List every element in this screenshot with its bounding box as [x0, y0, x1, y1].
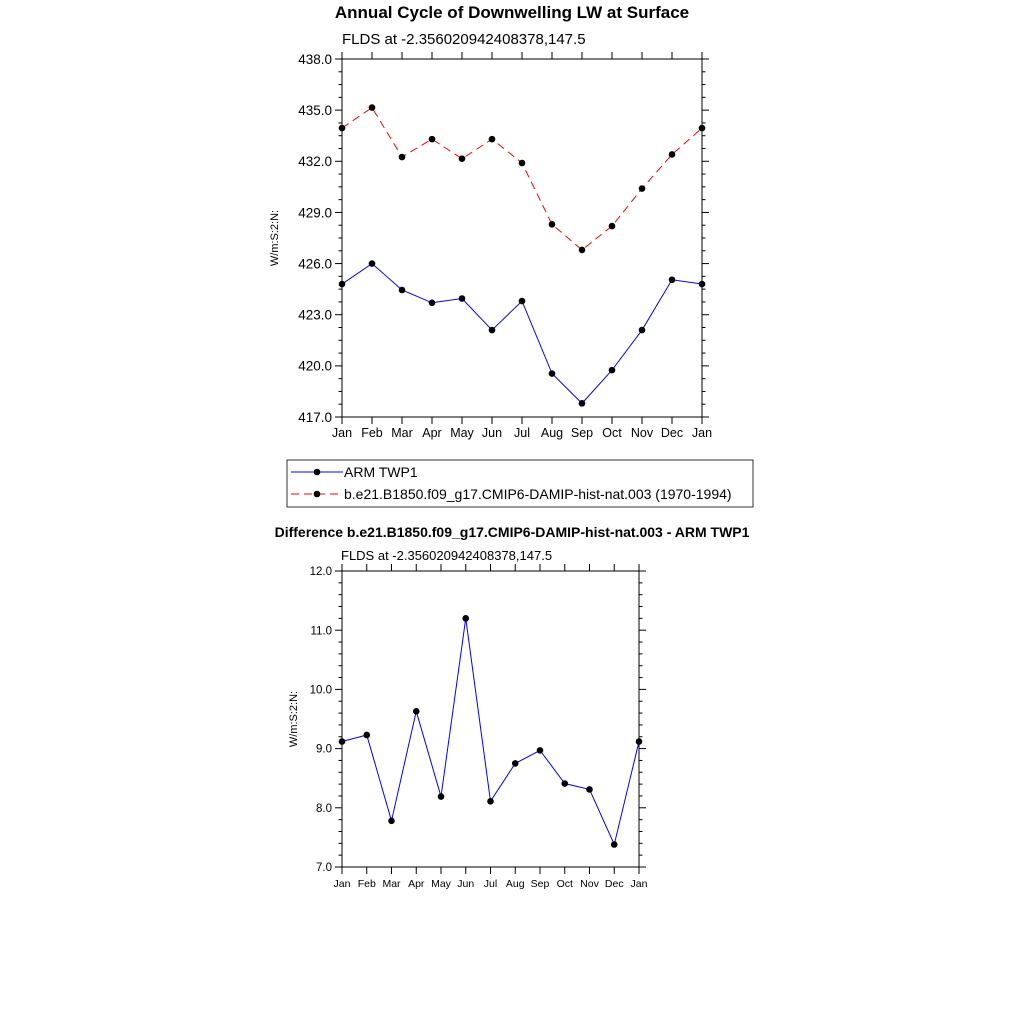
chart-1-ytick-label: 423.0	[298, 307, 332, 323]
chart-2-ytick-label: 11.0	[310, 625, 332, 638]
chart-2-ytick-label: 12.0	[309, 566, 332, 579]
chart-2-series-1-point	[462, 615, 469, 622]
chart-1-series-2-point	[429, 136, 436, 143]
chart-2-xtick-label: Dec	[604, 878, 624, 890]
chart-1-ytick-label: 438.0	[298, 51, 332, 67]
chart-2-series-1-point	[438, 793, 445, 800]
chart-1-series-2-point	[579, 247, 586, 254]
chart-1-series-1-point	[399, 287, 406, 294]
chart-2-series-1-point	[636, 738, 643, 745]
chart-2-xtick-label: Oct	[556, 878, 573, 890]
chart-1-subtitle: FLDS at -2.356020942408378,147.5	[342, 31, 586, 48]
chart-1-xtick-label: Jun	[481, 426, 503, 440]
chart-2-series-1-point	[537, 747, 544, 754]
chart-1-series-2-point	[519, 160, 526, 167]
chart-2-xtick-label: Nov	[580, 878, 599, 890]
chart-2-ytick-label: 7.0	[316, 862, 332, 875]
chart-2-ytick-label: 8.0	[316, 802, 332, 815]
chart-2-series-1-point	[388, 818, 395, 825]
chart-2-ytick-label: 10.0	[309, 684, 332, 697]
chart-2-series-1-point	[413, 708, 420, 715]
chart-1-series-2-point	[369, 104, 376, 111]
chart-2-series-1-point	[611, 841, 618, 848]
chart-1-series-2-point	[699, 125, 706, 132]
chart-1-series-1-line	[342, 264, 702, 404]
chart-2-series-1-point	[561, 780, 568, 787]
chart-1-ytick-label: 435.0	[298, 103, 332, 119]
chart-1-legend-label-1: ARM TWP1	[344, 464, 418, 480]
chart-2-series-1-point	[586, 786, 593, 793]
chart-1-series-1-point	[699, 281, 706, 288]
chart-1-series-2-point	[489, 136, 496, 143]
chart-1-series-2-line	[342, 108, 702, 250]
chart-2-subtitle: FLDS at -2.356020942408378,147.5	[341, 548, 553, 563]
chart-1-ytick-label: 432.0	[298, 154, 332, 170]
chart-1-series-1-point	[669, 276, 676, 283]
chart-2-series-1-point	[363, 732, 370, 739]
chart-1-legend-marker-1	[314, 469, 321, 476]
chart-2-ytick-label: 9.0	[316, 743, 332, 756]
chart-1-ylabel: W/m:S:2:N:	[269, 209, 281, 267]
chart-1-title: Annual Cycle of Downwelling LW at Surface	[334, 3, 690, 22]
chart-2-xtick-label: Jun	[457, 878, 475, 890]
chart-1-xtick-label: Jan	[691, 426, 713, 440]
chart-1-series-2-point	[399, 154, 406, 161]
chart-2-ylabel: W/m:S:2:N:	[288, 690, 300, 748]
chart-1-series-1-point	[429, 299, 436, 306]
chart-2-xtick-label: Mar	[382, 878, 401, 890]
chart-1-ytick-label: 417.0	[298, 409, 332, 425]
chart-2-xtick-label: Feb	[357, 878, 376, 890]
chart-1-xtick-label: Apr	[422, 426, 442, 440]
chart-1-ytick-label: 426.0	[298, 256, 332, 272]
chart-1-xtick-label: Aug	[540, 426, 564, 440]
chart-1-xtick-label: Feb	[361, 426, 383, 440]
chart-1-series-2-point	[669, 151, 676, 158]
chart-1-legend-label-2: b.e21.B1850.f09_g17.CMIP6-DAMIP-hist-nat.003 (1970-1994)	[344, 486, 732, 502]
chart-2-xtick-label: Jan	[333, 878, 351, 890]
chart-1-series-1-point	[639, 327, 646, 334]
chart-1-plot-frame	[342, 59, 702, 417]
chart-1-series-1-point	[609, 367, 616, 374]
chart-2-xtick-label: Aug	[505, 878, 525, 890]
chart-1-xtick-label: Sep	[570, 426, 594, 440]
chart-2-xtick-label: Jul	[483, 878, 498, 890]
chart-1-xtick-label: Nov	[630, 426, 654, 440]
chart-2-title: Difference b.e21.B1850.f09_g17.CMIP6-DAMIP-hist-nat.003 - ARM TWP1	[274, 524, 750, 540]
chart-1-ytick-label: 429.0	[298, 205, 332, 221]
chart-1-series-1-point	[579, 400, 586, 407]
chart-1-series-2-point	[339, 125, 346, 132]
chart-1-series-2-point	[609, 223, 616, 230]
chart-2-xtick-label: Jan	[630, 878, 648, 890]
chart-1-series-2-point	[639, 185, 646, 192]
chart-1-series-1-point	[489, 327, 496, 334]
chart-2-series-1-point	[487, 798, 494, 805]
chart-1-legend-marker-2	[314, 491, 321, 498]
chart-2-xtick-label: Apr	[408, 878, 425, 890]
chart-1-series-2-point	[549, 221, 556, 228]
chart-1-xtick-label: May	[450, 426, 474, 440]
chart-1-series-1-point	[369, 260, 376, 267]
chart-2-xtick-label: May	[431, 878, 451, 890]
chart-1-series-1-point	[519, 298, 526, 305]
chart-2-series-1-line	[342, 618, 639, 844]
chart-1-xtick-label: Jul	[514, 426, 530, 440]
chart-1-ytick-label: 420.0	[298, 358, 332, 374]
chart-1-series-1-point	[339, 281, 346, 288]
chart-2-series-1-point	[512, 760, 519, 767]
chart-1-xtick-label: Jan	[331, 426, 353, 440]
chart-1-series-1-point	[459, 295, 466, 302]
chart-1-series-2-point	[459, 155, 466, 162]
chart-2-plot-frame	[342, 571, 639, 867]
chart-1-xtick-label: Mar	[391, 426, 413, 440]
chart-2-series-1-point	[339, 738, 346, 745]
chart-1-xtick-label: Oct	[602, 426, 622, 440]
chart-1-xtick-label: Dec	[660, 426, 684, 440]
chart-1-series-1-point	[549, 370, 556, 377]
chart-2-xtick-label: Sep	[530, 878, 550, 890]
